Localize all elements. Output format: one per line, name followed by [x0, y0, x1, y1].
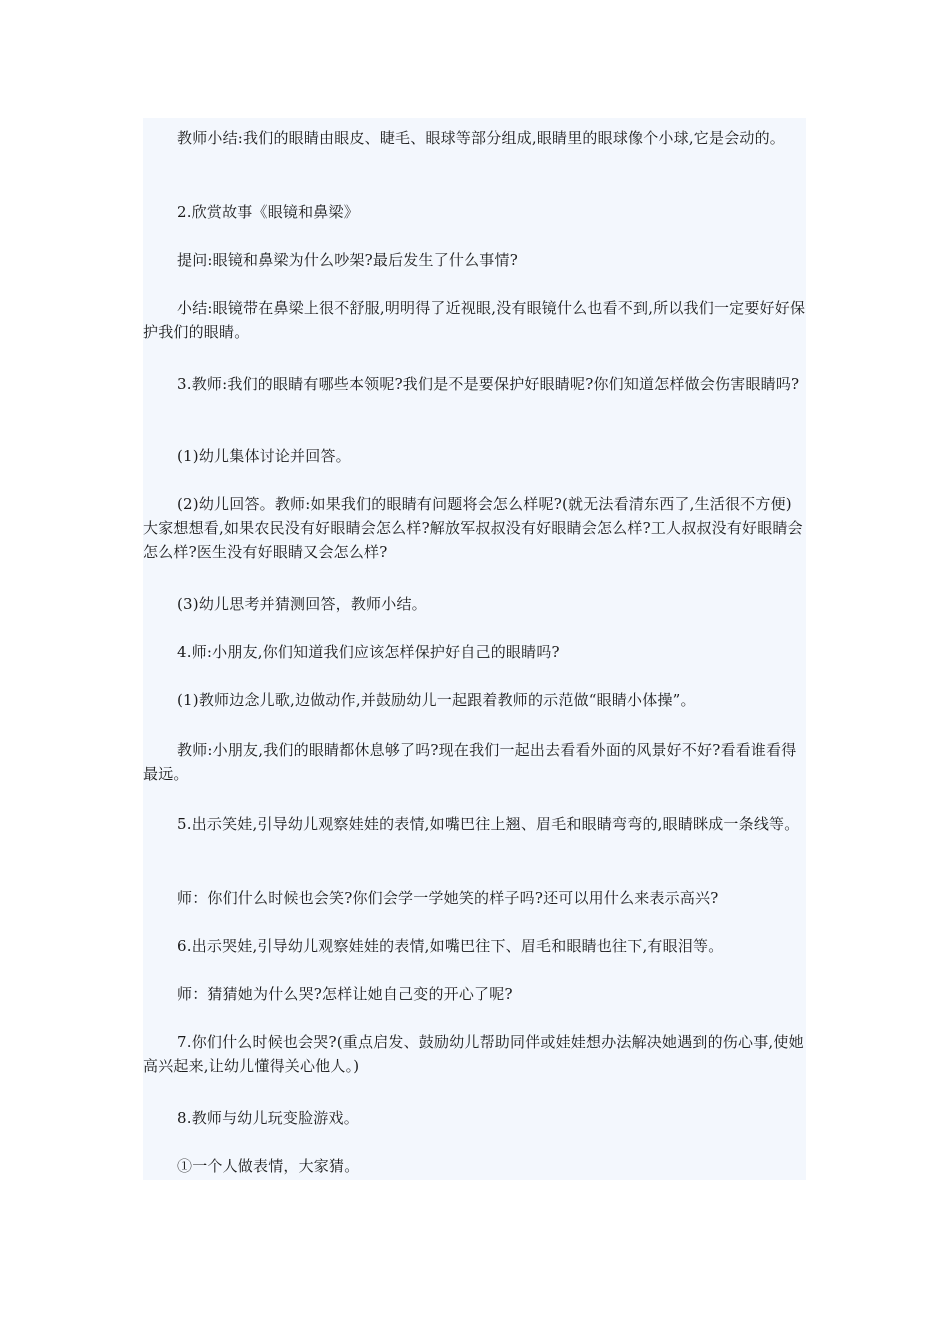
paragraph-eye-exercise: (1)教师边念儿歌,边做动作,并鼓励幼儿一起跟着教师的示范做“眼睛小体操”。	[177, 691, 696, 709]
paragraph-story-title: 2.欣赏故事《眼镜和鼻梁》	[177, 203, 359, 221]
paragraph-look-far: 教师:小朋友,我们的眼睛都休息够了吗?现在我们一起出去看看外面的风景好不好?看看谁看得最远。	[143, 741, 797, 783]
paragraph-guess-expression: ①一个人做表情，大家猜。	[177, 1157, 360, 1175]
paragraph-children-answer: (2)幼儿回答。教师:如果我们的眼睛有问题将会怎么样呢?(就无法看清东西了,生活很不方便)大家想想看,如果农民没有好眼睛会怎么样?解放军叔叔没有好眼睛会怎么样?工人叔叔没有好眼睛会怎么样?医生没有好眼睛又会怎么样?	[143, 495, 803, 561]
paragraph-crying-doll: 6.出示哭娃,引导幼儿观察娃娃的表情,如嘴巴往下、眉毛和眼睛也往下,有眼泪等。	[177, 937, 724, 955]
paragraph-think-guess: (3)幼儿思考并猜测回答，教师小结。	[177, 595, 427, 613]
paragraph-group-discussion: (1)幼儿集体讨论并回答。	[177, 447, 351, 465]
paragraph-eye-abilities: 3.教师:我们的眼睛有哪些本领呢?我们是不是要保护好眼睛呢?你们知道怎样做会伤害眼睛吗?	[177, 375, 800, 393]
paragraph-question: 提问:眼镜和鼻梁为什么吵架?最后发生了什么事情?	[177, 251, 518, 269]
paragraph-when-laugh: 师：你们什么时候也会笑?你们会学一学她笑的样子吗?还可以用什么来表示高兴?	[177, 889, 719, 907]
paragraph-why-cry: 师：猜猜她为什么哭?怎样让她自己变的开心了呢?	[177, 985, 513, 1003]
paragraph-protect-eyes: 4.师:小朋友,你们知道我们应该怎样保护好自己的眼睛吗?	[177, 643, 560, 661]
paragraph-summary-glasses: 小结:眼镜带在鼻梁上很不舒服,明明得了近视眼,没有眼镜什么也看不到,所以我们一定要好好保护我们的眼睛。	[143, 299, 806, 341]
paragraph-smiling-doll: 5.出示笑娃,引导幼儿观察娃娃的表情,如嘴巴往上翘、眉毛和眼睛弯弯的,眼睛眯成一条线等。	[177, 815, 800, 833]
content-panel	[143, 118, 806, 1180]
paragraph-when-cry: 7.你们什么时候也会哭?(重点启发、鼓励幼儿帮助同伴或娃娃想办法解决她遇到的伤心事,使她高兴起来,让幼儿懂得关心他人。)	[143, 1033, 804, 1075]
paragraph-teacher-summary-eyes: 教师小结:我们的眼睛由眼皮、睫毛、眼球等部分组成,眼睛里的眼球像个小球,它是会动的。	[177, 129, 785, 147]
paragraph-face-game: 8.教师与幼儿玩变脸游戏。	[177, 1109, 359, 1127]
